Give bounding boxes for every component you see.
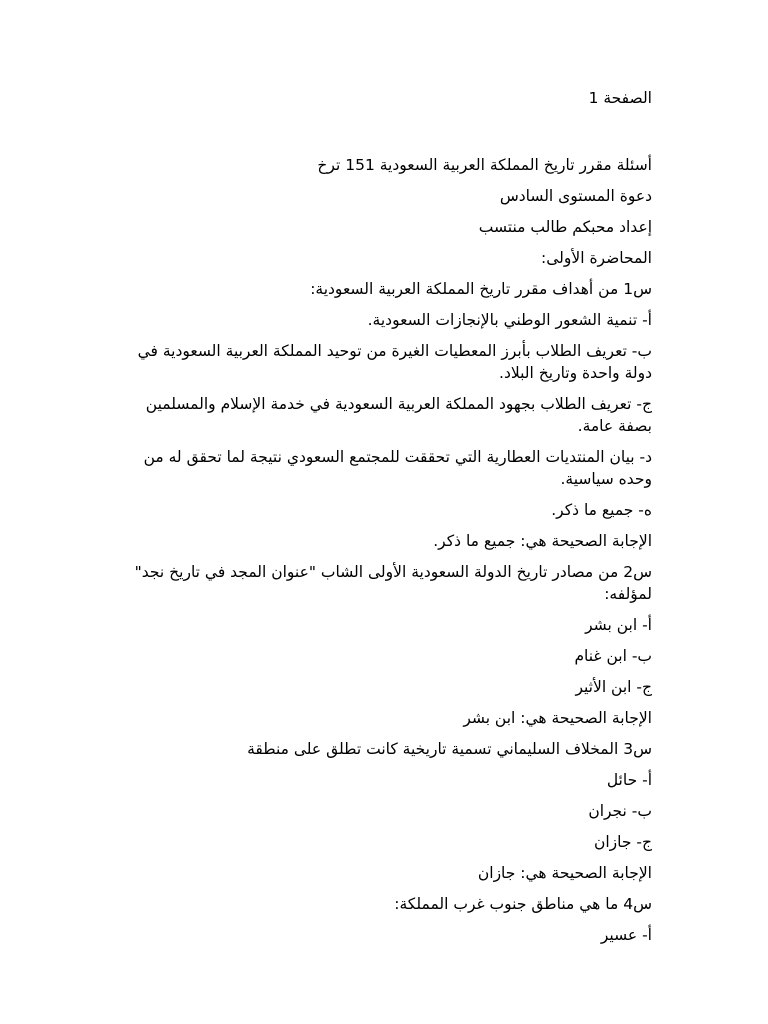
document-page [112,80,652,955]
text-line: س3 المخلاف السليماني تسمية تاريخية كانت تطلق على منطقة [247,740,652,758]
text-line: أسئلة مقرر تاريخ المملكة العربية السعودية 151 ترخ [317,156,652,174]
text-line: أ- حائل [606,771,652,789]
text-line: ج- جازان [593,833,652,851]
text-line: س2 من مصادر تاريخ الدولة السعودية الأولى الشاب "عنوان المجد في تاريخ نجد" لمؤلفه: [134,563,652,603]
document-body [112,154,652,946]
text-line: الإجابة الصحيحة هي: جازان [477,864,652,882]
text-line: س4 ما هي مناطق جنوب غرب المملكة: [394,895,652,913]
text-line: ب- تعريف الطلاب بأبرز المعطيات الغيرة من توحيد المملكة العربية السعودية في دولة واحدة وتاريخ البلاد. [137,342,652,382]
text-line: س1 من أهداف مقرر تاريخ المملكة العربية السعودية: [310,280,652,298]
text-line: الإجابة الصحيحة هي: جميع ما ذكر. [433,532,652,550]
text-line: أ- ابن بشر [585,616,652,634]
text-line: أ- عسير [600,926,652,944]
text-line: ب- ابن غنام [574,647,652,665]
text-line: ج- تعريف الطلاب بجهود المملكة العربية السعودية في خدمة الإسلام والمسلمين بصفة عامة. [145,395,652,435]
text-line: دعوة المستوى السادس [499,187,652,205]
text-line: ب- نجران [588,802,652,820]
text-line: المحاضرة الأولى: [541,249,652,267]
text-line: الإجابة الصحيحة هي: ابن بشر [463,709,652,727]
page-number: الصفحة 1 [588,89,652,107]
text-line: ج- ابن الأثير [575,678,652,696]
text-line: ه- جميع ما ذكر. [551,501,652,519]
text-line: أ- تنمية الشعور الوطني بالإنجازات السعودية. [367,311,652,329]
text-line: إعداد محبكم طالب منتسب [478,218,652,236]
text-line: د- بيان المنتديات العطارية التي تحققت للمجتمع السعودي نتيجة لما تحقق له من وحده سياسية. [143,448,652,488]
